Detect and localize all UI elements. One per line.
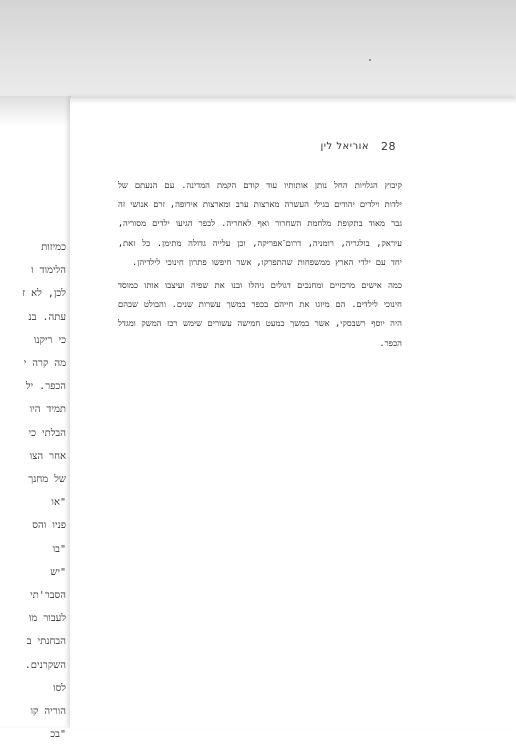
left-page-line: "יש bbox=[50, 566, 66, 578]
page-number: 28 bbox=[381, 140, 396, 153]
left-page-line: השקרנים. bbox=[24, 659, 66, 671]
paragraph: כמה אישים מרכזיים ומחנכים דגולים ניהלו ובנו את שפיה ועיצבו אותו כמוסד חינוכי לילדים. הם מיזגו את חייהם בכפר במשך עשרות שנים. והבולט שבהם היה יוסף רשבסקי, אשר במשך כמעט חמישה עשורים שימש רכז המשק ומגדל הכפר. bbox=[118, 280, 402, 348]
paragraph: קיבוץ הגלויות החל נותן אותותיו עוד קודם הקמת המדינה. עם הנעתם של ילדות וילדים יהודים בגילי העשרה מארצות ערב ומארצות אירופה, זרם אנושי זה גבר מאוד בתקופת מלחמת השחרור ואף לאחריה. לכפר הגיעו ילדים מסוריה, עיראק, בולגריה, רומניה, דרום־אפריקה, וכן עלייה גדולה מתימן. כל זאת, יחד עם ילדי הארץ ממשפחות שהתפרקו, אשר חיפשו פתרון חינוכי לילדיהן. bbox=[118, 180, 402, 267]
left-page-line: הסבר'תי bbox=[30, 590, 66, 602]
left-page-line: אחר הצו bbox=[29, 450, 66, 462]
left-page bbox=[0, 96, 71, 741]
left-page-line: תמיד היו bbox=[29, 404, 66, 416]
left-page-shadow bbox=[0, 96, 70, 126]
right-page-edge bbox=[70, 98, 516, 104]
left-page-line: פניו והס bbox=[32, 520, 66, 532]
left-page-line: הוריה קו bbox=[30, 706, 66, 718]
left-page-line: כמיזות bbox=[41, 242, 66, 253]
left-page-line: הבחנתי ב bbox=[26, 636, 66, 648]
left-page-line: הבלתי כי bbox=[28, 427, 66, 439]
left-page-text bbox=[0, 236, 66, 746]
left-page-line: כי ריקנו bbox=[33, 334, 66, 346]
body-text bbox=[118, 176, 402, 353]
left-page-line: לכן, לא ז bbox=[22, 288, 66, 300]
left-page-line: "בו bbox=[52, 543, 66, 555]
left-page-line: לעבור מו bbox=[28, 613, 66, 625]
left-page-line: מה קרה י bbox=[23, 358, 66, 370]
left-page-line: עתה. בנ bbox=[28, 311, 66, 323]
running-head-author: אוריאל לין bbox=[320, 141, 369, 152]
left-page-line: "או bbox=[51, 497, 66, 509]
left-page-line: הכפר. יל bbox=[25, 381, 66, 393]
left-page-line: של מחנך bbox=[28, 474, 66, 486]
running-head bbox=[321, 140, 396, 153]
left-page-line: לסו bbox=[53, 682, 66, 694]
scan-speck bbox=[369, 59, 371, 61]
left-page-line: הלימוד ו bbox=[31, 265, 66, 277]
left-page-line: "בכ bbox=[50, 729, 66, 741]
